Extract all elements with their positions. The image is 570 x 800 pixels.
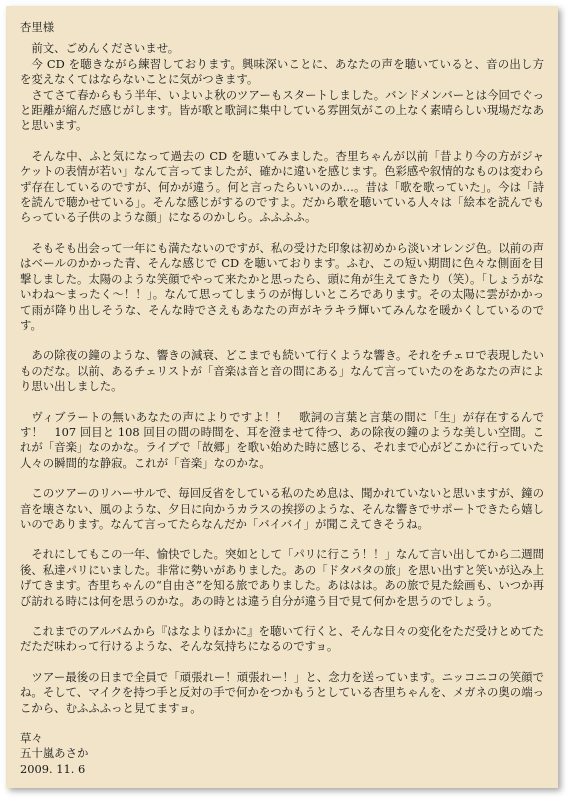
closing-block [20, 731, 544, 777]
letter-paragraph: それにしてもこの一年、愉快でした。突如として「パリに行こう！！」なんて言い出してから二週間後、私達パリにいました。非常に勢いがありました。あの「ドタバタの旅」を思い出すと笑いが込み上げてきます。杏里ちゃんの“自由さ”を知る旅でありました。あははは。あの旅で見た絵画も、いつか再び訪れる時には何を思うのかな。あの時とは違う自分が違う目で見て何かを思うのでしょう。 [20, 547, 544, 608]
letter-date: 2009. 11. 6 [20, 761, 86, 776]
salutation: 杏里様 [20, 20, 55, 34]
closing-word: 草々 [20, 731, 43, 746]
letter-paragraph: そもそも出会って一年にも満たないのですが、私の受けた印象は初めから淡いオレンジ色。以前の声はベールのかかった青、そんな感じで CD を聴いております。ふむ、この短い期間に色々な側面を目撃しました。太陽のような笑顔でやって来たかと思ったら、頭に角が生えてきたり（笑）。「しょうがないわね～まったく～！！」。なんて思ってしまうのが悔しいところであります。その太陽に雲がかかって雨が降り出しそうな、そんな時でさえもあなたの声がキラキラ輝いてみんなを暖かくしているのです。 [20, 240, 544, 332]
letter-paragraph: あの除夜の鐘のような、響きの減衰、どこまでも続いて行くような響き。それをチェロで表現したいものだな。以前、あるチェリストが「音楽は音と音の間にある」なんて言っていたのをあなたの声により思い出しました。 [20, 348, 544, 394]
letter-paragraph: このツアーのリハーサルで、毎回反省をしている私のため息は、聞かれていないと思いますが、鐘の音を壊さない、風のような、夕日に向かうカラスの挨拶のような、そんな響きでサポートできたら嬉しいのであります。なんて言ってたらなんだか「バイバイ」が聞こえてきそうね。 [20, 486, 544, 531]
letter-paragraph: 前文、ごめんくださいませ。 [31, 41, 180, 56]
letter-paragraph: ツアー最後の日まで全員で「頑張れー！頑張れー！」と、念力を送っています。ニッコニコの笑顔でね。そして、マイクを持つ手と反対の手で何かをつかもうとしている杏里ちゃんを、メガネの奥の端っこから、むふふふっと見てますョ。 [20, 669, 544, 715]
letter-paper [6, 6, 558, 788]
signature: 五十嵐あさか [20, 746, 89, 761]
letter-paragraph: ヴィブラートの無いあなたの声によりですよ！！ 歌詞の言葉と言葉の間に「生」が存在するんです！ 107 回目と 108 回目の間の時間を、耳を澄ませて待つ、あの除夜の鐘のような美しい空間。これが「音楽」なのかな。ライブで「故郷」を歌い始めた時に感じる、それまで心がどこかに行っていた人々の瞬間的な静寂。これが「音楽」なのかな。 [20, 409, 544, 470]
letter-paragraph: 今 CD を聴きながら練習しております。興味深いことに、あなたの声を聴いていると、音の出し方を変えなくてはならないことに気がつきます。 [20, 56, 544, 87]
letter-paragraph: さてさて春からもう半年、いよいよ秋のツアーもスタートしました。バンドメンバーとは今回でぐっと距離が縮んだ感じがします。皆が歌と歌詞に集中している雰囲気がこの上なく素晴らしい現場だなあと思います。 [20, 87, 544, 133]
letter-paragraph: そんな中、ふと気になって過去の CD を聴いてみました。杏里ちゃんが以前「昔より今の方がジャケットの表情が若い」なんて言ってましたが、確かに違いを感じます。色彩感や叙情的なものは変わらず存在しているのですが、何かが違う。何と言ったらいいのか…。昔は「歌を歌っていた」。今は「詩を読んで聴かせている」。そんな感じがするのですよ。だから歌を聴いている人々は「絵本を読んでもらっている子供のような顔」になるのかしら。ふふふふ。 [20, 148, 544, 225]
letter-paragraph: これまでのアルバムから『はなよりほかに』を聴いて行くと、そんな日々の変化をただ受けとめてただただ味わって行けるような、そんな気持ちになるのですョ。 [20, 624, 544, 654]
